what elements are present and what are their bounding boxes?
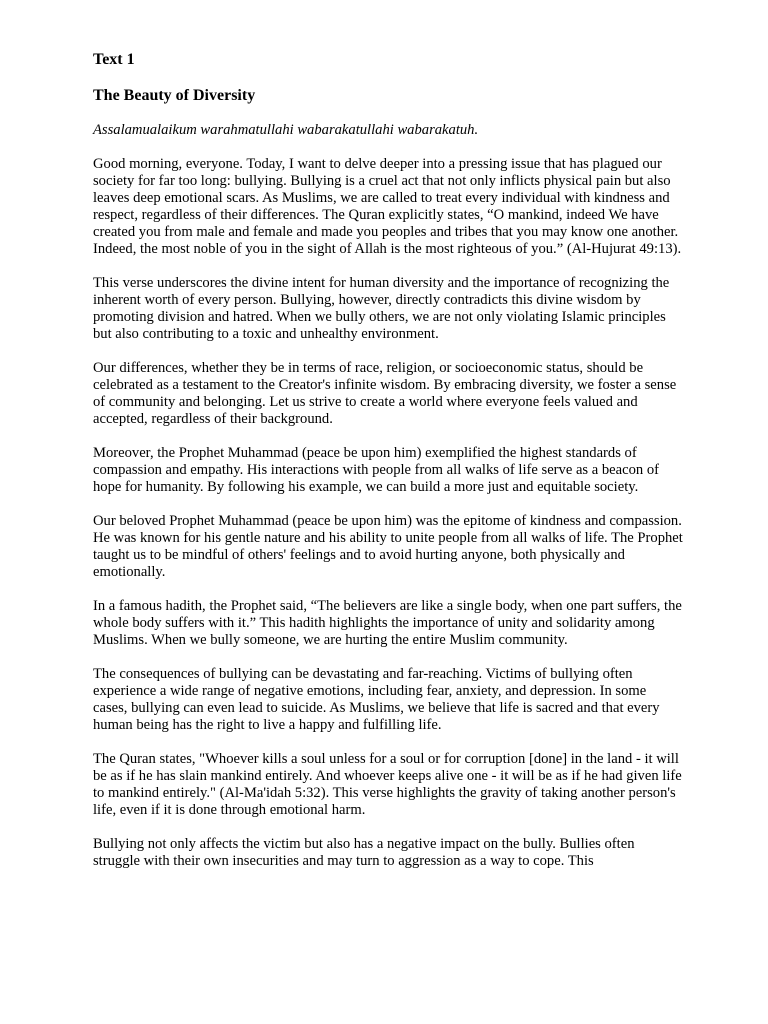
greeting: Assalamualaikum warahmatullahi wabarakatullahi wabarakatuh. xyxy=(93,122,479,138)
paragraph-4: Moreover, the Prophet Muhammad (peace be upon him) exemplified the highest standards of compassion and empathy. His interactions with people from all walks of life serve as a beacon of hope for humanity. By following his example, we can build a more just and equitable society. xyxy=(93,445,660,495)
paragraph-3: Our differences, whether they be in terms of race, religion, or socioeconomic status, should be celebrated as a testament to the Creator's infinite wisdom. By embracing diversity, we foster a sense of community and belonging. Let us strive to create a world where everyone feels valued and accepted, regardless of their background. xyxy=(93,360,677,427)
paragraph-6: In a famous hadith, the Prophet said, “The believers are like a single body, when one part suffers, the whole body suffers with it.” This hadith highlights the importance of unity and solidarity among Muslims. When we bully someone, we are hurting the entire Muslim community. xyxy=(93,598,682,648)
document-title: The Beauty of Diversity xyxy=(93,87,256,104)
paragraph-7: The consequences of bullying can be devastating and far-reaching. Victims of bullying often experience a wide range of negative emotions, including fear, anxiety, and depression. In some cases, bullying can even lead to suicide. As Muslims, we believe that life is sacred and that every human being has the right to live a happy and fulfilling life. xyxy=(93,666,660,733)
document-label: Text 1 xyxy=(93,51,135,68)
document-page xyxy=(93,50,683,887)
paragraph-8: The Quran states, "Whoever kills a soul unless for a soul or for corruption [done] in the land - it will be as if he has slain mankind entirely. And whoever keeps alive one - it will be as if he had given life to mankind entirely." (Al-Ma'idah 5:32). This verse highlights the gravity of taking another person's life, even if it is done through emotional harm. xyxy=(93,751,682,818)
paragraph-1: Good morning, everyone. Today, I want to delve deeper into a pressing issue that has plagued our society for far too long: bullying. Bullying is a cruel act that not only inflicts physical pain but also leaves deep emotional scars. As Muslims, we are called to treat every individual with kindness and respect, regardless of their differences. The Quran explicitly states, “O mankind, indeed We have created you from male and female and made you peoples and tribes that you may know one another. Indeed, the most noble of you in the sight of Allah is the most righteous of you.” (Al-Hujurat 49:13). xyxy=(93,156,682,257)
paragraph-2: This verse underscores the divine intent for human diversity and the importance of recognizing the inherent worth of every person. Bullying, however, directly contradicts this divine wisdom by promoting division and hatred. When we bully others, we are not only violating Islamic principles but also contributing to a toxic and unhealthy environment. xyxy=(93,275,670,342)
paragraph-9: Bullying not only affects the victim but also has a negative impact on the bully. Bullies often struggle with their own insecurities and may turn to aggression as a way to cope. This xyxy=(93,836,635,869)
paragraph-5: Our beloved Prophet Muhammad (peace be upon him) was the epitome of kindness and compassion. He was known for his gentle nature and his ability to unite people from all walks of life. The Prophet taught us to be mindful of others' feelings and to avoid hurting anyone, both physically and emotionally. xyxy=(93,513,683,580)
